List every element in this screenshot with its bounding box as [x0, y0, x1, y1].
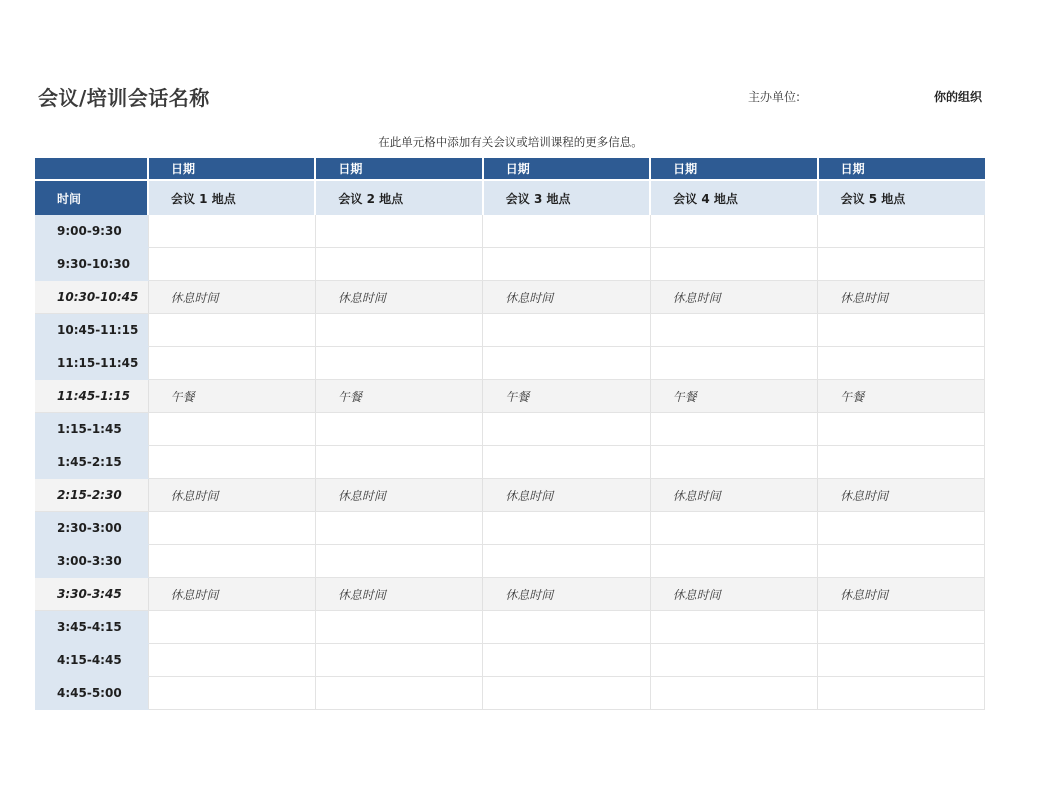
session-cell[interactable] [818, 347, 985, 380]
session-cell[interactable] [650, 413, 817, 446]
session-cell[interactable] [315, 215, 482, 248]
time-cell[interactable]: 3:00-3:30 [35, 545, 148, 578]
session-cell[interactable] [650, 215, 817, 248]
session-row [35, 446, 985, 479]
date-cell-3[interactable]: 日期 [483, 158, 650, 180]
session-cell[interactable] [650, 347, 817, 380]
session-row [35, 545, 985, 578]
location-cell-2[interactable]: 会议 2 地点 [315, 180, 482, 215]
break-cell[interactable]: 休息时间 [148, 281, 315, 314]
session-cell[interactable] [315, 644, 482, 677]
session-cell[interactable] [483, 446, 650, 479]
session-cell[interactable] [483, 347, 650, 380]
session-cell[interactable] [315, 512, 482, 545]
session-cell[interactable] [818, 413, 985, 446]
location-cell-3[interactable]: 会议 3 地点 [483, 180, 650, 215]
break-cell[interactable]: 休息时间 [483, 281, 650, 314]
corner-cell [35, 158, 148, 180]
session-cell[interactable] [650, 314, 817, 347]
session-cell[interactable] [148, 446, 315, 479]
break-row [35, 578, 985, 611]
session-cell[interactable] [483, 248, 650, 281]
session-cell[interactable] [315, 347, 482, 380]
break-cell[interactable]: 休息时间 [483, 479, 650, 512]
date-cell-4[interactable]: 日期 [650, 158, 817, 180]
session-cell[interactable] [650, 677, 817, 710]
break-cell[interactable]: 休息时间 [818, 479, 985, 512]
session-cell[interactable] [818, 545, 985, 578]
session-cell[interactable] [148, 677, 315, 710]
session-row [35, 314, 985, 347]
break-row [35, 281, 985, 314]
session-cell[interactable] [315, 446, 482, 479]
session-cell[interactable] [483, 413, 650, 446]
break-cell[interactable]: 休息时间 [315, 578, 482, 611]
break-cell[interactable]: 休息时间 [650, 281, 817, 314]
session-cell[interactable] [315, 545, 482, 578]
time-cell[interactable]: 10:30-10:45 [35, 281, 148, 314]
break-row [35, 479, 985, 512]
session-cell[interactable] [315, 611, 482, 644]
session-cell[interactable] [818, 644, 985, 677]
time-cell[interactable]: 3:30-3:45 [35, 578, 148, 611]
break-cell[interactable]: 午餐 [483, 380, 650, 413]
time-cell[interactable]: 11:45-1:15 [35, 380, 148, 413]
session-row [35, 611, 985, 644]
session-cell[interactable] [818, 215, 985, 248]
location-cell-1[interactable]: 会议 1 地点 [148, 180, 315, 215]
break-cell[interactable]: 休息时间 [650, 578, 817, 611]
session-cell[interactable] [483, 644, 650, 677]
session-cell[interactable] [650, 248, 817, 281]
host-value[interactable]: 你的组织 [933, 90, 982, 104]
session-cell[interactable] [315, 413, 482, 446]
session-row [35, 248, 985, 281]
break-cell[interactable]: 午餐 [650, 380, 817, 413]
session-row [35, 215, 985, 248]
schedule-table [35, 158, 985, 710]
break-cell[interactable]: 休息时间 [148, 479, 315, 512]
break-cell[interactable]: 午餐 [315, 380, 482, 413]
session-cell[interactable] [650, 611, 817, 644]
break-cell[interactable]: 午餐 [818, 380, 985, 413]
session-cell[interactable] [818, 314, 985, 347]
session-cell[interactable] [650, 446, 817, 479]
session-cell[interactable] [148, 413, 315, 446]
time-cell[interactable]: 9:00-9:30 [35, 215, 148, 248]
session-cell[interactable] [315, 314, 482, 347]
session-cell[interactable] [148, 545, 315, 578]
time-cell[interactable]: 2:30-3:00 [35, 512, 148, 545]
break-cell[interactable]: 休息时间 [483, 578, 650, 611]
time-cell[interactable]: 2:15-2:30 [35, 479, 148, 512]
break-cell[interactable]: 休息时间 [818, 578, 985, 611]
time-cell[interactable]: 4:15-4:45 [35, 644, 148, 677]
session-cell[interactable] [148, 347, 315, 380]
session-row [35, 413, 985, 446]
session-cell[interactable] [148, 644, 315, 677]
break-cell[interactable]: 休息时间 [650, 479, 817, 512]
session-row [35, 347, 985, 380]
session-cell[interactable] [483, 677, 650, 710]
location-cell-4[interactable]: 会议 4 地点 [650, 180, 817, 215]
session-cell[interactable] [148, 512, 315, 545]
session-cell[interactable] [148, 611, 315, 644]
page-title[interactable]: 会议/培训会话名称 [38, 86, 210, 110]
session-cell[interactable] [483, 314, 650, 347]
location-cell-5[interactable]: 会议 5 地点 [818, 180, 985, 215]
session-cell[interactable] [818, 611, 985, 644]
session-cell[interactable] [650, 545, 817, 578]
session-row [35, 677, 985, 710]
session-cell[interactable] [315, 248, 482, 281]
session-cell[interactable] [315, 677, 482, 710]
break-cell[interactable]: 午餐 [148, 380, 315, 413]
break-cell[interactable]: 休息时间 [315, 281, 482, 314]
break-cell[interactable]: 休息时间 [148, 578, 315, 611]
session-cell[interactable] [818, 677, 985, 710]
session-cell[interactable] [818, 446, 985, 479]
session-cell[interactable] [483, 545, 650, 578]
location-header-row [35, 180, 985, 215]
time-cell[interactable]: 4:45-5:00 [35, 677, 148, 710]
break-row [35, 380, 985, 413]
date-cell-2[interactable]: 日期 [315, 158, 482, 180]
date-header-row [35, 158, 985, 180]
time-column-header[interactable]: 时间 [35, 180, 148, 215]
session-cell[interactable] [148, 248, 315, 281]
session-cell[interactable] [650, 512, 817, 545]
time-cell[interactable]: 11:15-11:45 [35, 347, 148, 380]
date-cell-1[interactable]: 日期 [148, 158, 315, 180]
session-cell[interactable] [483, 611, 650, 644]
time-cell[interactable]: 1:15-1:45 [35, 413, 148, 446]
session-cell[interactable] [148, 215, 315, 248]
break-cell[interactable]: 休息时间 [818, 281, 985, 314]
time-cell[interactable]: 1:45-2:15 [35, 446, 148, 479]
time-cell[interactable]: 3:45-4:15 [35, 611, 148, 644]
session-cell[interactable] [483, 215, 650, 248]
session-cell[interactable] [650, 644, 817, 677]
session-cell[interactable] [818, 512, 985, 545]
session-cell[interactable] [148, 314, 315, 347]
info-cell[interactable]: 在此单元格中添加有关会议或培训课程的更多信息。 [378, 135, 643, 149]
time-cell[interactable]: 10:45-11:15 [35, 314, 148, 347]
session-cell[interactable] [818, 248, 985, 281]
host-label: 主办单位: [748, 90, 801, 104]
break-cell[interactable]: 休息时间 [315, 479, 482, 512]
session-row [35, 644, 985, 677]
session-row [35, 512, 985, 545]
date-cell-5[interactable]: 日期 [818, 158, 985, 180]
schedule-body [35, 215, 985, 710]
session-cell[interactable] [483, 512, 650, 545]
time-cell[interactable]: 9:30-10:30 [35, 248, 148, 281]
